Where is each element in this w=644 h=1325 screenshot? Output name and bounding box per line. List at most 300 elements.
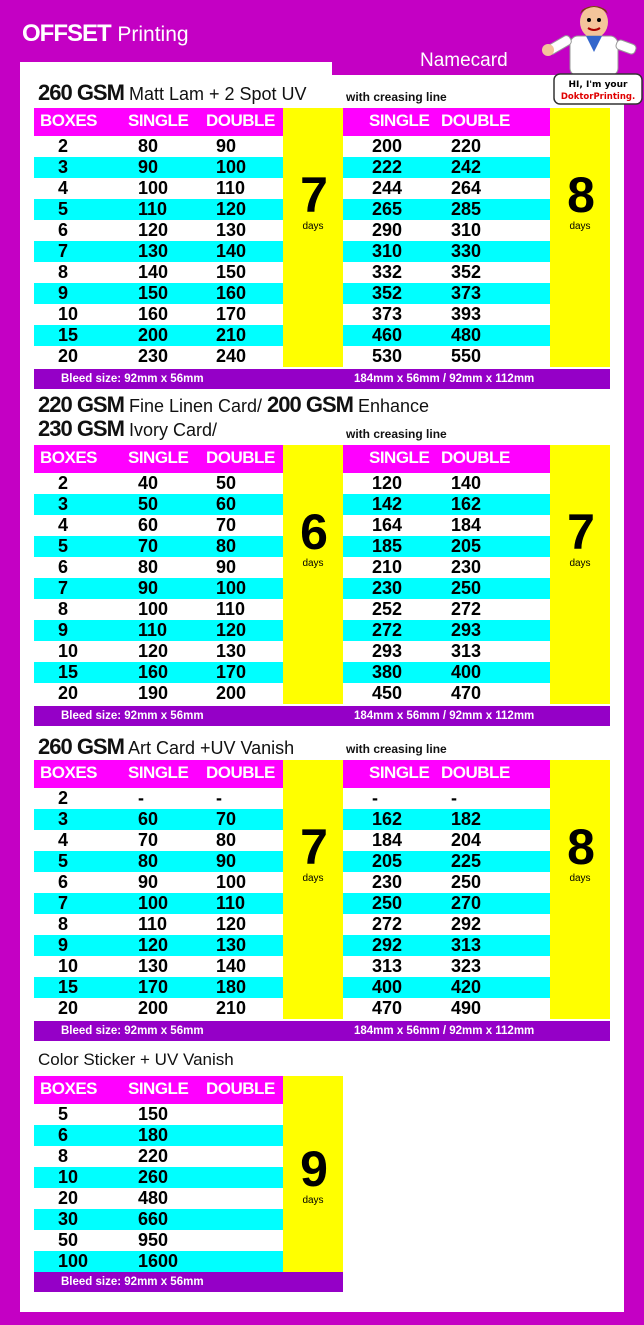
col-double: DOUBLE	[206, 111, 275, 130]
double-price: 80	[216, 830, 237, 850]
paper-name: Fine Linen Card/	[128, 396, 263, 416]
table-row	[343, 536, 550, 557]
boxes-cell: 20	[58, 998, 79, 1018]
boxes-cell: 5	[58, 1104, 69, 1124]
double-price: 230	[451, 557, 482, 577]
gsm-label: 220 GSM	[38, 392, 124, 417]
boxes-cell: 50	[58, 1230, 79, 1250]
section-title	[38, 80, 307, 106]
table-row	[34, 1251, 283, 1272]
table-row	[343, 977, 550, 998]
single-price: 100	[138, 893, 169, 913]
table-row	[34, 494, 283, 515]
bleed-size-bar	[34, 1021, 610, 1041]
single-price: 142	[372, 494, 403, 514]
bleed-size-bar	[34, 706, 610, 726]
paper-name: Enhance	[358, 396, 430, 416]
double-price: 200	[216, 683, 247, 703]
table-row	[34, 998, 283, 1019]
boxes-cell: 3	[58, 809, 69, 829]
table-row	[343, 220, 550, 241]
turnaround-days: 9	[300, 1141, 326, 1197]
boxes-cell: 100	[58, 1251, 89, 1271]
double-price: 330	[451, 241, 482, 261]
bubble-line2: DoktorPrinting.	[560, 92, 636, 102]
single-price: 272	[372, 914, 403, 934]
single-price: 450	[372, 683, 403, 703]
boxes-cell: 6	[58, 220, 69, 240]
single-price: 373	[372, 304, 403, 324]
days-label: days	[302, 873, 324, 884]
single-price: 380	[372, 662, 403, 682]
double-price: 250	[451, 872, 482, 892]
table-row	[343, 998, 550, 1019]
double-price: 110	[216, 893, 246, 913]
single-price: 130	[138, 241, 169, 261]
double-price: 184	[451, 515, 482, 535]
turnaround-box	[283, 760, 343, 1019]
single-price: 222	[372, 157, 403, 177]
table-row	[34, 599, 283, 620]
table-row	[34, 1167, 283, 1188]
single-price: 110	[138, 914, 168, 934]
double-price: 490	[451, 998, 482, 1018]
col-single: SINGLE	[128, 448, 189, 467]
single-price: 120	[138, 641, 169, 661]
double-price: 550	[451, 346, 482, 366]
double-price: 393	[451, 304, 482, 324]
single-price: 120	[138, 220, 169, 240]
single-price: 110	[138, 199, 168, 219]
double-price: 470	[451, 683, 482, 703]
single-price: 100	[138, 178, 169, 198]
double-price: 140	[216, 956, 247, 976]
boxes-cell: 8	[58, 262, 69, 282]
paper-name: Art Card +UV Vanish	[127, 738, 295, 758]
bleed-size-bar	[34, 1272, 343, 1292]
double-price: 140	[216, 241, 247, 261]
single-price: 313	[372, 956, 403, 976]
table-row	[343, 662, 550, 683]
table-row	[34, 515, 283, 536]
table-row	[343, 346, 550, 367]
single-price: 230	[372, 578, 403, 598]
double-price: 162	[451, 494, 482, 514]
double-price: 270	[451, 893, 482, 913]
double-price: 90	[216, 136, 237, 156]
single-price: 660	[138, 1209, 169, 1229]
turnaround-box	[550, 760, 610, 1019]
double-price: 313	[451, 641, 482, 661]
double-price: 240	[216, 346, 247, 366]
double-price: 310	[451, 220, 482, 240]
double-price: -	[451, 788, 457, 808]
single-price: 530	[372, 346, 403, 366]
table-row	[34, 830, 283, 851]
section-title	[38, 392, 429, 418]
table-row	[34, 1230, 283, 1251]
double-price: 220	[451, 136, 482, 156]
double-price: 480	[451, 325, 482, 345]
col-double: DOUBLE	[441, 763, 510, 782]
single-price: 90	[138, 578, 159, 598]
table-row	[343, 199, 550, 220]
bleed-single: Bleed size: 92mm x 56mm	[61, 1276, 204, 1288]
bleed-double: 184mm x 56mm / 92mm x 112mm	[354, 373, 535, 385]
days-label: days	[569, 221, 591, 232]
double-price: 323	[451, 956, 482, 976]
double-price: 50	[216, 473, 237, 493]
table-row	[343, 893, 550, 914]
double-price: 170	[216, 304, 247, 324]
single-price: 230	[138, 346, 169, 366]
turnaround-days: 6	[300, 504, 326, 560]
double-price: 400	[451, 662, 482, 682]
table-row	[34, 620, 283, 641]
table-row	[34, 683, 283, 704]
section-title	[38, 734, 294, 760]
days-label: days	[302, 1195, 324, 1206]
table-row	[343, 935, 550, 956]
double-price: 313	[451, 935, 482, 955]
boxes-cell: 15	[58, 662, 79, 682]
col-single: SINGLE	[128, 111, 189, 130]
col-single: SINGLE	[369, 763, 430, 782]
table-row	[34, 641, 283, 662]
bubble-line1: HI, I'm your	[568, 80, 628, 90]
table-row	[343, 872, 550, 893]
single-price: 70	[138, 536, 159, 556]
bleed-double: 184mm x 56mm / 92mm x 112mm	[354, 1025, 535, 1037]
boxes-cell: 7	[58, 578, 69, 598]
turnaround-box	[550, 108, 610, 367]
double-price: 160	[216, 283, 247, 303]
single-price: 100	[138, 599, 169, 619]
col-boxes: BOXES	[40, 448, 98, 467]
single-price: 90	[138, 872, 159, 892]
double-price: 120	[216, 620, 247, 640]
double-price: 110	[216, 178, 246, 198]
table-row	[343, 830, 550, 851]
title-bold: OFFSET	[22, 20, 111, 47]
table-row	[34, 914, 283, 935]
double-price: 100	[216, 578, 247, 598]
single-price: 252	[372, 599, 403, 619]
single-price: 150	[138, 283, 169, 303]
title-normal: Printing	[117, 23, 189, 46]
turnaround-days: 7	[300, 167, 326, 223]
boxes-cell: 8	[58, 599, 69, 619]
days-label: days	[569, 558, 591, 569]
double-price: 210	[216, 325, 247, 345]
boxes-cell: 8	[58, 1146, 69, 1166]
table-row	[343, 473, 550, 494]
table-header	[34, 108, 283, 136]
double-price: 204	[451, 830, 482, 850]
table-row	[34, 893, 283, 914]
table-row	[34, 1209, 283, 1230]
single-price: 220	[138, 1146, 169, 1166]
page-title	[22, 20, 189, 48]
single-price: 1600	[138, 1251, 179, 1271]
single-price: 110	[138, 620, 168, 640]
gsm-label: 260 GSM	[38, 734, 124, 759]
table-row	[34, 346, 283, 367]
bleed-single: Bleed size: 92mm x 56mm	[61, 373, 204, 385]
boxes-cell: 7	[58, 893, 69, 913]
table-row	[34, 1146, 283, 1167]
col-single: SINGLE	[128, 763, 189, 782]
single-price: 260	[138, 1167, 169, 1187]
table-row	[343, 620, 550, 641]
table-row	[34, 956, 283, 977]
double-price: 140	[451, 473, 482, 493]
table-row	[343, 914, 550, 935]
boxes-cell: 6	[58, 872, 69, 892]
table-row	[343, 599, 550, 620]
col-double: DOUBLE	[206, 448, 275, 467]
single-price: 40	[138, 473, 159, 493]
double-price: 420	[451, 977, 482, 997]
turnaround-days: 7	[567, 504, 593, 560]
table-row	[34, 557, 283, 578]
table-row	[343, 956, 550, 977]
table-row	[34, 809, 283, 830]
table-row	[343, 851, 550, 872]
boxes-cell: 30	[58, 1209, 79, 1229]
table-row	[34, 178, 283, 199]
table-row	[34, 283, 283, 304]
double-price: 130	[216, 935, 247, 955]
boxes-cell: 3	[58, 494, 69, 514]
boxes-cell: 9	[58, 935, 69, 955]
table-row	[343, 283, 550, 304]
double-price: 90	[216, 557, 237, 577]
boxes-cell: 5	[58, 199, 69, 219]
table-row	[34, 1104, 283, 1125]
boxes-cell: 7	[58, 241, 69, 261]
double-price: 170	[216, 662, 247, 682]
double-price: 70	[216, 809, 237, 829]
single-price: 460	[372, 325, 403, 345]
gsm-label: 260 GSM	[38, 80, 124, 105]
single-price: 272	[372, 620, 403, 640]
boxes-cell: 8	[58, 914, 69, 934]
single-price: 200	[138, 998, 169, 1018]
single-price: 120	[138, 935, 169, 955]
table-row	[343, 157, 550, 178]
single-price: 130	[138, 956, 169, 976]
single-price: 170	[138, 977, 169, 997]
turnaround-days: 8	[567, 819, 593, 875]
table-row	[34, 578, 283, 599]
table-header	[343, 445, 550, 473]
boxes-cell: 2	[58, 788, 69, 808]
single-price: -	[138, 788, 144, 808]
double-price: 70	[216, 515, 237, 535]
namecard-tab: Namecard	[332, 47, 644, 75]
single-price: 60	[138, 515, 159, 535]
single-price: 200	[138, 325, 169, 345]
table-row	[34, 662, 283, 683]
table-row	[343, 241, 550, 262]
table-row	[343, 557, 550, 578]
single-price: 352	[372, 283, 403, 303]
table-header	[34, 1076, 283, 1104]
boxes-cell: 20	[58, 1188, 79, 1208]
double-price: 210	[216, 998, 247, 1018]
double-price: 352	[451, 262, 482, 282]
table-row	[34, 325, 283, 346]
single-price: 310	[372, 241, 403, 261]
col-single: SINGLE	[128, 1079, 189, 1098]
turnaround-box	[283, 445, 343, 704]
double-price: 293	[451, 620, 482, 640]
boxes-cell: 20	[58, 683, 79, 703]
table-row	[34, 473, 283, 494]
double-price: 110	[216, 599, 246, 619]
single-price: 332	[372, 262, 403, 282]
boxes-cell: 4	[58, 178, 69, 198]
table-row	[34, 304, 283, 325]
single-price: 150	[138, 1104, 169, 1124]
single-price: 180	[138, 1125, 169, 1145]
double-price: 90	[216, 851, 237, 871]
single-price: 200	[372, 136, 403, 156]
table-row	[34, 220, 283, 241]
boxes-cell: 5	[58, 536, 69, 556]
single-price: 480	[138, 1188, 169, 1208]
table-row	[343, 304, 550, 325]
boxes-cell: 10	[58, 641, 79, 661]
single-price: 160	[138, 304, 169, 324]
boxes-cell: 4	[58, 830, 69, 850]
double-price: 272	[451, 599, 482, 619]
double-price: 150	[216, 262, 247, 282]
boxes-cell: 10	[58, 1167, 79, 1187]
col-double: DOUBLE	[206, 1079, 275, 1098]
boxes-cell: 10	[58, 304, 79, 324]
single-price: 60	[138, 809, 159, 829]
sticker-title: Color Sticker + UV Vanish	[38, 1050, 234, 1069]
double-price: 130	[216, 641, 247, 661]
section-title-line2	[38, 416, 217, 442]
single-price: 250	[372, 893, 403, 913]
creasing-line-label: with creasing line	[346, 90, 447, 104]
single-price: 244	[372, 178, 403, 198]
days-label: days	[569, 873, 591, 884]
double-price: -	[216, 788, 222, 808]
days-label: days	[302, 558, 324, 569]
turnaround-box	[550, 445, 610, 704]
table-row	[343, 788, 550, 809]
single-price: 50	[138, 494, 159, 514]
table-row	[34, 262, 283, 283]
single-price: 400	[372, 977, 403, 997]
table-row	[34, 935, 283, 956]
boxes-cell: 10	[58, 956, 79, 976]
single-price: 265	[372, 199, 403, 219]
double-price: 130	[216, 220, 247, 240]
col-single: SINGLE	[369, 111, 430, 130]
single-price: 80	[138, 136, 159, 156]
double-price: 180	[216, 977, 247, 997]
table-row	[343, 178, 550, 199]
boxes-cell: 4	[58, 515, 69, 535]
table-row	[343, 809, 550, 830]
col-double: DOUBLE	[441, 111, 510, 130]
col-double: DOUBLE	[206, 763, 275, 782]
double-price: 264	[451, 178, 482, 198]
table-row	[34, 1188, 283, 1209]
table-header	[343, 760, 550, 788]
single-price: 205	[372, 851, 403, 871]
col-single: SINGLE	[369, 448, 430, 467]
single-price: 164	[372, 515, 403, 535]
boxes-cell: 3	[58, 157, 69, 177]
double-price: 373	[451, 283, 482, 303]
double-price: 242	[451, 157, 482, 177]
single-price: 80	[138, 851, 159, 871]
single-price: 90	[138, 157, 159, 177]
double-price: 80	[216, 536, 237, 556]
col-boxes: BOXES	[40, 763, 98, 782]
single-price: -	[372, 788, 378, 808]
paper-name: Matt Lam + 2 Spot UV	[128, 84, 307, 104]
single-price: 160	[138, 662, 169, 682]
table-row	[34, 1125, 283, 1146]
single-price: 185	[372, 536, 403, 556]
double-price: 285	[451, 199, 482, 219]
table-row	[34, 788, 283, 809]
table-header	[34, 445, 283, 473]
paper-name: Ivory Card/	[128, 420, 217, 440]
table-row	[343, 325, 550, 346]
table-header	[34, 760, 283, 788]
col-boxes: BOXES	[40, 111, 98, 130]
bleed-double: 184mm x 56mm / 92mm x 112mm	[354, 710, 535, 722]
boxes-cell: 9	[58, 283, 69, 303]
boxes-cell: 15	[58, 325, 79, 345]
double-price: 292	[451, 914, 482, 934]
single-price: 140	[138, 262, 169, 282]
turnaround-box	[283, 1076, 343, 1272]
table-row	[343, 136, 550, 157]
col-double: DOUBLE	[441, 448, 510, 467]
doktor-mascot-icon	[540, 2, 644, 106]
creasing-line-label: with creasing line	[346, 742, 447, 756]
table-row	[34, 157, 283, 178]
turnaround-days: 8	[567, 167, 593, 223]
single-price: 470	[372, 998, 403, 1018]
boxes-cell: 6	[58, 557, 69, 577]
table-row	[34, 872, 283, 893]
single-price: 120	[372, 473, 403, 493]
double-price: 225	[451, 851, 482, 871]
table-header	[343, 108, 550, 136]
table-row	[343, 641, 550, 662]
table-row	[343, 578, 550, 599]
col-boxes: BOXES	[40, 1079, 98, 1098]
table-row	[343, 262, 550, 283]
single-price: 210	[372, 557, 403, 577]
double-price: 182	[451, 809, 482, 829]
double-price: 100	[216, 157, 247, 177]
single-price: 293	[372, 641, 403, 661]
turnaround-box	[283, 108, 343, 367]
table-row	[34, 977, 283, 998]
double-price: 100	[216, 872, 247, 892]
